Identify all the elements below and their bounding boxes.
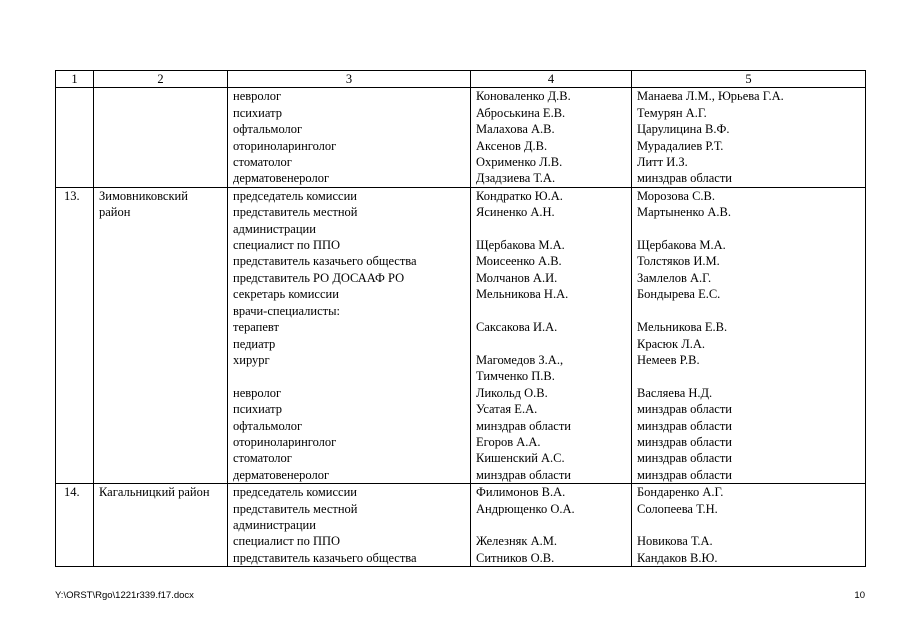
members-cell: Кондратко Ю.А. Ясиненко А.Н. Щербакова М.А. Моисеенко А.В. Молчанов А.И. Мельникова Н.А. Саксакова И.А. Магомедов З.А., Тимченко П.В. Ликольд О.В. Усатая Е.А. минздрав области Егоров А.А. Кишенский А.С. минздрав области	[471, 187, 632, 483]
header-cell: 1	[56, 71, 94, 88]
table-header-row	[56, 71, 866, 88]
members-cell: Филимонов В.А. Андрющенко О.А. Железняк А.М. Ситников О.В.	[471, 484, 632, 567]
reserves-cell: Манаева Л.М., Юрьева Г.А. Темурян А.Г. Царулицина В.Ф. Мурадалиев Р.Т. Литт И.З. минздрав области	[632, 88, 866, 187]
members-cell: Коноваленко Д.В. Аброськина Е.В. Малахова А.В. Аксенов Д.В. Охрименко Л.В. Дзадзиева Т.А.	[471, 88, 632, 187]
row-number: 13.	[56, 187, 94, 483]
row-number: 14.	[56, 484, 94, 567]
roles-cell: председатель комиссии представитель местной администрации специалист по ППО представитель казачьего общества представитель РО ДОСААФ РО секретарь комиссии врачи-специалисты: терапевт педиатр хирург невролог психиатр офтальмолог оториноларинголог стоматолог дерматовенеролог	[228, 187, 471, 483]
roles-cell: невролог психиатр офтальмолог оториноларинголог стоматолог дерматовенеролог	[228, 88, 471, 187]
table-row	[56, 484, 866, 567]
district-cell: Зимовниковский район	[94, 187, 228, 483]
reserves-cell: Морозова С.В. Мартыненко А.В. Щербакова М.А. Толстяков И.М. Замлелов А.Г. Бондырева Е.С. Мельникова Е.В. Красюк Л.А. Немеев Р.В. Васляева Н.Д. минздрав области минздрав области минздрав области минздрав области минздрав области	[632, 187, 866, 483]
row-number	[56, 88, 94, 187]
district-cell	[94, 88, 228, 187]
reserves-cell: Бондаренко А.Г. Солопеева Т.Н. Новикова Т.А. Кандаков В.Ю.	[632, 484, 866, 567]
header-cell: 2	[94, 71, 228, 88]
commission-table	[55, 70, 866, 567]
table-row	[56, 187, 866, 483]
roles-cell: председатель комиссии представитель местной администрации специалист по ППО представитель казачьего общества	[228, 484, 471, 567]
header-cell: 4	[471, 71, 632, 88]
header-cell: 5	[632, 71, 866, 88]
header-cell: 3	[228, 71, 471, 88]
district-cell: Кагальницкий район	[94, 484, 228, 567]
footer-file-path: Y:\ORST\Rgo\1221r339.f17.docx	[55, 590, 194, 601]
page-number: 10	[854, 590, 865, 601]
table-row	[56, 88, 866, 187]
